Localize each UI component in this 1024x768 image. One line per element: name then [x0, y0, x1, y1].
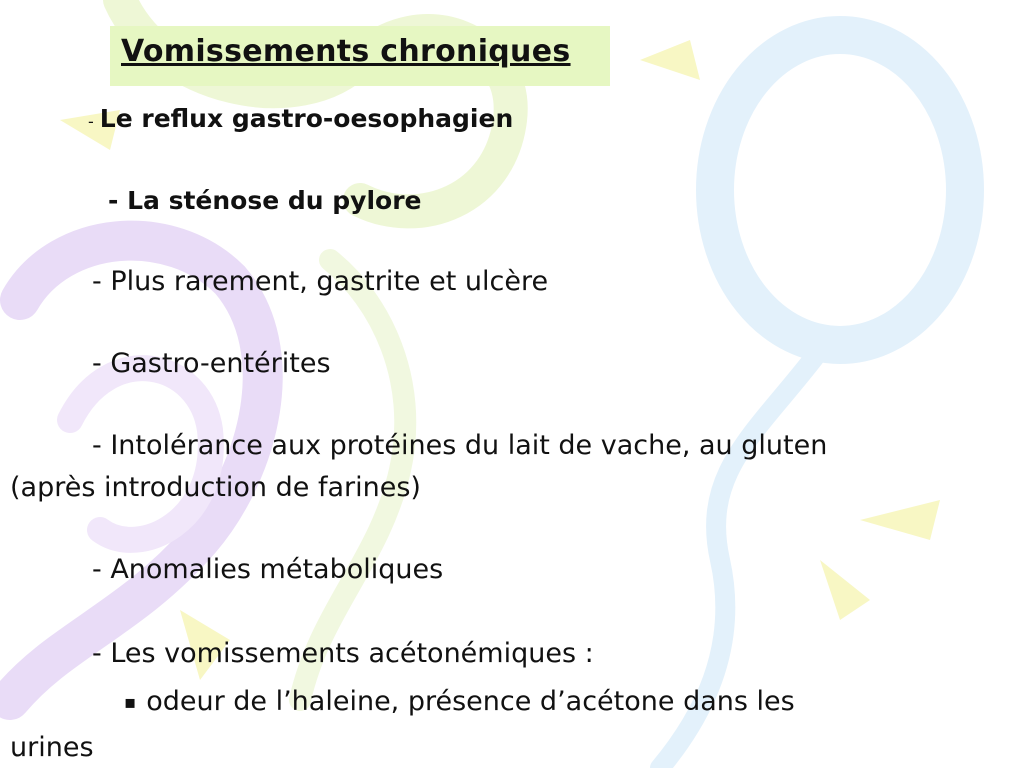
list-item-text: - Anomalies métaboliques	[92, 554, 444, 585]
list-item-text: - La sténose du pylore	[108, 186, 422, 215]
list-item-text: urines	[10, 732, 94, 763]
list-item	[108, 186, 422, 215]
sub-list-item	[124, 686, 795, 717]
list-item-dash: -	[88, 112, 94, 131]
list-item-text: - Gastro-entérites	[92, 348, 331, 379]
list-item	[92, 638, 594, 669]
list-item-text: (après introduction de farines)	[10, 472, 421, 503]
list-item-text: - Intolérance aux protéines du lait de vache, au gluten	[92, 430, 828, 461]
list-item	[92, 266, 548, 297]
list-item-text: - Plus rarement, gastrite et ulcère	[92, 266, 549, 297]
list-item-text: Le reflux gastro-oesophagien	[99, 104, 514, 133]
list-item-text: - Les vomissements acétonémiques :	[92, 638, 594, 669]
list-item	[92, 348, 331, 379]
list-item-text: odeur de l’haleine, présence d’acétone dans les	[146, 686, 795, 717]
list-item	[92, 554, 443, 585]
square-bullet-icon: ▪	[124, 692, 137, 713]
list-item-continuation	[10, 732, 94, 763]
list-item	[92, 430, 827, 461]
list-item	[88, 104, 513, 133]
slide-title: Vomissements chroniques	[121, 34, 571, 69]
list-item-continuation	[10, 472, 421, 503]
